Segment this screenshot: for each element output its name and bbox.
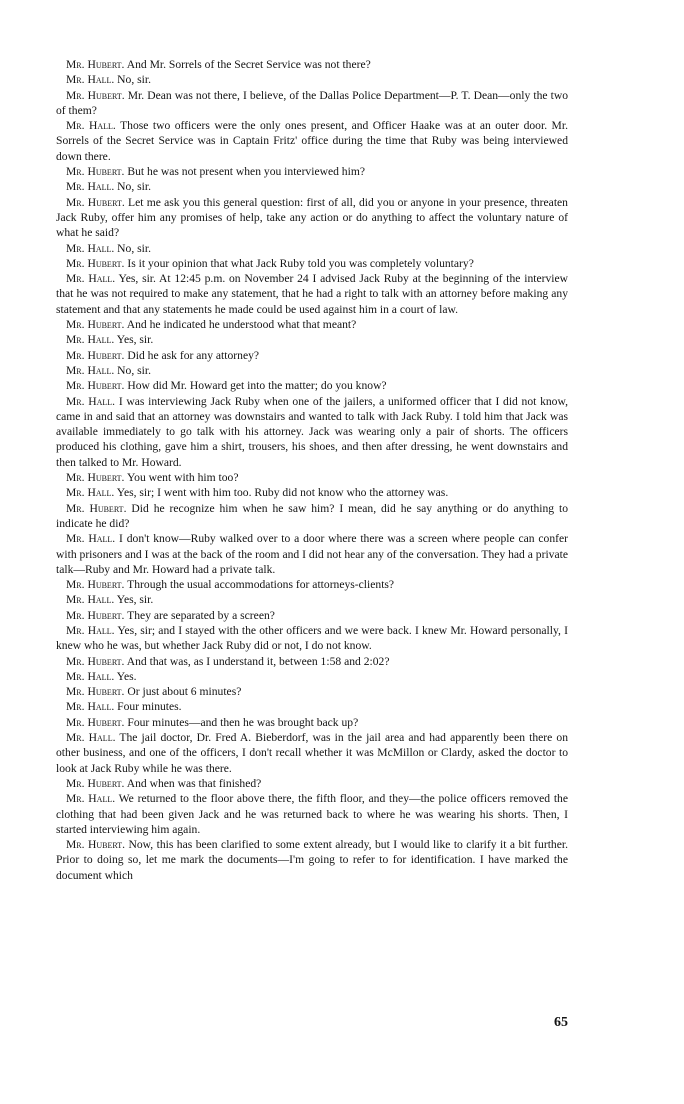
speaker-label: Mr. Hubert. — [66, 379, 125, 393]
paragraph-text: You went with him too? — [126, 471, 239, 485]
paragraph-text: Through the usual accommodations for attorneys-clients? — [127, 578, 395, 592]
speaker-label: Mr. Hall. — [66, 241, 115, 255]
speaker-label: Mr. Hall. — [66, 119, 116, 133]
speaker-label: Mr. Hall. — [66, 532, 116, 546]
paragraph-text: Yes, sir. — [116, 593, 154, 607]
speaker-label: Mr. Hall. — [66, 593, 115, 607]
transcript-paragraph — [56, 592, 568, 607]
transcript-paragraph — [56, 531, 568, 577]
speaker-label: Mr. Hall. — [66, 792, 116, 806]
transcript-paragraph — [56, 179, 568, 194]
transcript-paragraph — [56, 88, 568, 119]
transcript-paragraph — [56, 118, 568, 164]
transcript-paragraph — [56, 623, 568, 654]
transcript-paragraph — [56, 378, 568, 393]
paragraph-text: And Mr. Sorrels of the Secret Service was not there? — [126, 58, 371, 71]
speaker-label: Mr. Hubert. — [66, 501, 127, 515]
speaker-label: Mr. Hall. — [66, 363, 115, 377]
speaker-label: Mr. Hubert. — [66, 58, 125, 71]
speaker-label: Mr. Hall. — [66, 333, 115, 347]
speaker-label: Mr. Hubert. — [66, 256, 125, 270]
transcript-paragraph — [56, 195, 568, 241]
transcript-body — [56, 57, 568, 883]
paragraph-text: Did he recognize him when he saw him? I mean, did he say anything or do anything to indicate he did? — [56, 501, 568, 530]
paragraph-text: Yes, sir; I went with him too. Ruby did not know who the attorney was. — [116, 486, 449, 500]
speaker-label: Mr. Hubert. — [66, 318, 125, 332]
speaker-label: Mr. Hall. — [66, 180, 115, 194]
transcript-paragraph — [56, 317, 568, 332]
paragraph-text: The jail doctor, Dr. Fred A. Bieberdorf, was in the jail area and had apparently been there on other business, and one of the officers, I don't recall whether it was McMillon or Clardy, asked the doctor to look at Jack Ruby while he was there. — [56, 731, 568, 775]
transcript-paragraph — [56, 164, 568, 179]
speaker-label: Mr. Hubert. — [66, 776, 125, 790]
transcript-paragraph — [56, 715, 568, 730]
transcript-paragraph — [56, 363, 568, 378]
paragraph-text: Did he ask for any attorney? — [127, 348, 260, 362]
transcript-paragraph — [56, 57, 568, 72]
paragraph-text: No, sir. — [117, 73, 151, 87]
speaker-label: Mr. Hubert. — [66, 165, 125, 179]
transcript-paragraph — [56, 470, 568, 485]
transcript-paragraph — [56, 241, 568, 256]
paragraph-text: No, sir. — [117, 363, 151, 377]
speaker-label: Mr. Hubert. — [66, 88, 125, 102]
paragraph-text: Mr. Dean was not there, I believe, of the Dallas Police Department—P. T. Dean—only the two of them? — [56, 88, 568, 117]
transcript-paragraph — [56, 684, 568, 699]
speaker-label: Mr. Hall. — [66, 73, 115, 87]
speaker-label: Mr. Hall. — [66, 731, 116, 745]
speaker-label: Mr. Hall. — [66, 486, 115, 500]
transcript-paragraph — [56, 837, 568, 883]
paragraph-text: Let me ask you this general question: first of all, did you or anyone in your presence, threaten Jack Ruby, offer him any promises of help, take any action or do anything to affect the voluntary nature of what he said? — [56, 195, 568, 240]
speaker-label: Mr. Hubert. — [66, 608, 125, 622]
paragraph-text: Yes, sir. At 12:45 p.m. on November 24 I advised Jack Ruby at the beginning of the interview that he was not required to make any statement, that he had a right to talk with an attorney before making any statement and that any statements he made could be used against him in a court of law. — [56, 272, 569, 316]
speaker-label: Mr. Hubert. — [66, 715, 125, 729]
transcript-paragraph — [56, 485, 568, 500]
paragraph-text: And when was that finished? — [126, 776, 262, 790]
transcript-paragraph — [56, 348, 568, 363]
speaker-label: Mr. Hall. — [66, 394, 116, 408]
transcript-paragraph — [56, 608, 568, 623]
speaker-label: Mr. Hall. — [66, 700, 115, 714]
paragraph-text: Is it your opinion that what Jack Ruby told you was completely voluntary? — [127, 256, 474, 270]
speaker-label: Mr. Hall. — [66, 669, 115, 683]
transcript-paragraph — [56, 332, 568, 347]
transcript-paragraph — [56, 669, 568, 684]
paragraph-text: But he was not present when you interviewed him? — [127, 165, 365, 179]
paragraph-text: Yes, sir; and I stayed with the other officers and we were back. I knew Mr. Howard personally, I knew who he was, but whether Jack Ruby did or not, I do not know. — [56, 623, 568, 653]
speaker-label: Mr. Hubert. — [66, 195, 125, 209]
speaker-label: Mr. Hubert. — [66, 838, 126, 852]
paragraph-text: No, sir. — [117, 241, 151, 255]
paragraph-text: How did Mr. Howard get into the matter; do you know? — [127, 379, 387, 393]
speaker-label: Mr. Hubert. — [66, 654, 125, 668]
transcript-paragraph — [56, 699, 568, 714]
speaker-label: Mr. Hall. — [66, 272, 116, 286]
transcript-paragraph — [56, 271, 568, 317]
paragraph-text: Now, this has been clarified to some extent already, but I would like to clarify it a bit further. Prior to doing so, let me mark the documents—I'm going to refer to for identification. I have marked the document which — [56, 838, 568, 882]
paragraph-text: We returned to the floor above there, the fifth floor, and they—the police officers removed the clothing that had been given Jack and he was returned back to where he was wearing his shorts. Then, I started interviewing him again. — [56, 792, 568, 836]
speaker-label: Mr. Hubert. — [66, 471, 125, 485]
paragraph-text: Four minutes—and then he was brought back up? — [127, 715, 359, 729]
speaker-label: Mr. Hall. — [66, 623, 115, 637]
transcript-paragraph — [56, 776, 568, 791]
paragraph-text: Yes. — [116, 669, 137, 683]
paragraph-text: Or just about 6 minutes? — [127, 685, 242, 699]
transcript-paragraph — [56, 730, 568, 776]
transcript-paragraph — [56, 791, 568, 837]
paragraph-text: And he indicated he understood what that meant? — [126, 318, 357, 332]
paragraph-text: Four minutes. — [117, 700, 182, 714]
transcript-paragraph — [56, 577, 568, 592]
transcript-paragraph — [56, 256, 568, 271]
speaker-label: Mr. Hubert. — [66, 685, 125, 699]
speaker-label: Mr. Hubert. — [66, 348, 125, 362]
paragraph-text: Those two officers were the only ones present, and Officer Haake was at an outer door. Mr. Sorrels of the Secret Service was in Captain Fritz' office during the time that Ruby was being interviewed down there. — [56, 119, 568, 163]
paragraph-text: Yes, sir. — [116, 333, 154, 347]
transcript-paragraph — [56, 394, 568, 470]
paragraph-text: I was interviewing Jack Ruby when one of the jailers, a uniformed officer that I did not know, came in and said that an attorney was downstairs and wanted to talk with Jack Ruby. I told him that Jack was available immediately to go talk with his attorney. Jack was wearing only a pair of shorts. The officers produced his clothing, gave him a shirt, trousers, his shoes, and then after dressing, he went downstairs and then talked to Mr. Howard. — [56, 394, 569, 469]
transcript-paragraph — [56, 501, 568, 532]
page-number: 65 — [554, 1015, 568, 1030]
paragraph-text: No, sir. — [117, 180, 151, 194]
transcript-paragraph — [56, 654, 568, 669]
paragraph-text: I don't know—Ruby walked over to a door where there was a screen where people can confer with prisoners and I was at the back of the room and I did not hear any of the conversation. They had a private talk—Ruby and Mr. Howard had a private talk. — [56, 532, 569, 576]
paragraph-text: They are separated by a screen? — [127, 608, 275, 622]
paragraph-text: And that was, as I understand it, between 1:58 and 2:02? — [126, 654, 390, 668]
transcript-paragraph — [56, 72, 568, 87]
speaker-label: Mr. Hubert. — [66, 578, 125, 592]
